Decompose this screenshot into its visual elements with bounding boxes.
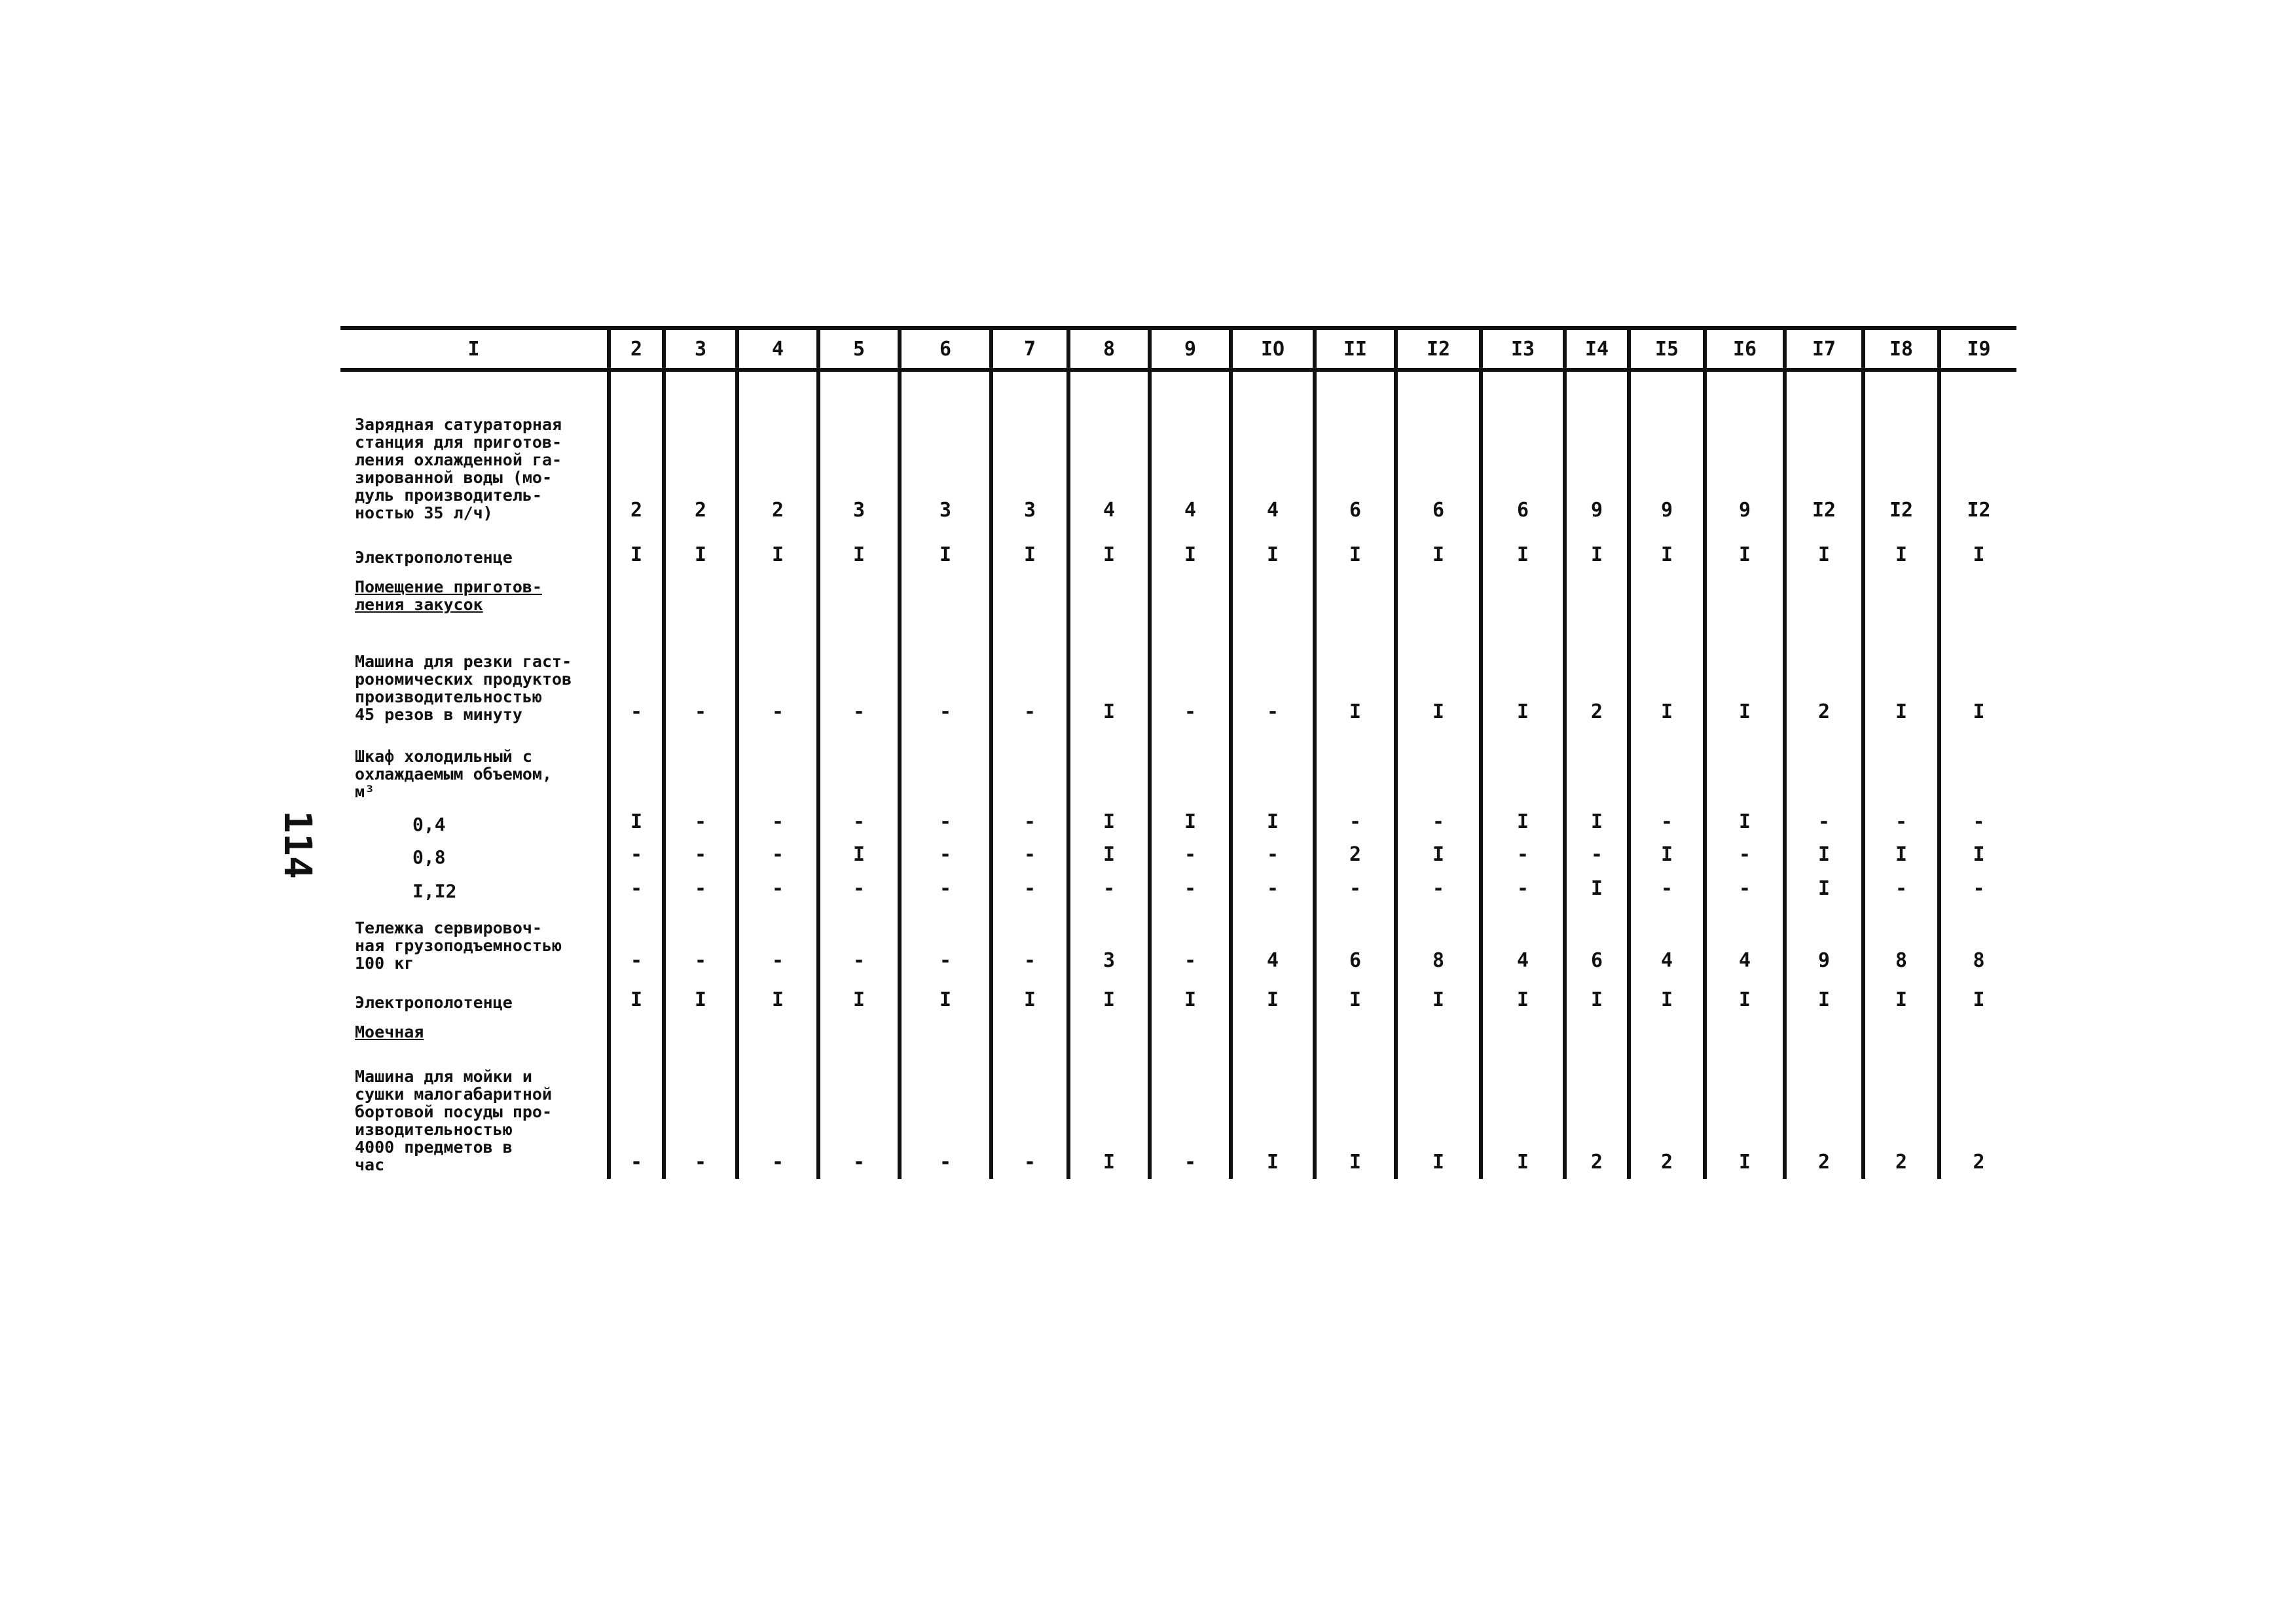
table-row — [340, 630, 2016, 729]
cell-value — [1315, 571, 1396, 630]
cell-value: 6 — [1315, 905, 1396, 977]
cell-value: - — [609, 905, 664, 977]
cell-value — [1863, 571, 1939, 630]
cell-value: - — [1150, 630, 1231, 729]
cell-value: - — [1231, 839, 1315, 871]
cell-value — [1315, 729, 1396, 806]
cell-value: 3 — [818, 370, 900, 527]
cell-value: I — [1939, 630, 2016, 729]
cell-value: - — [1863, 806, 1939, 839]
cell-value — [1068, 571, 1150, 630]
row-label: Машина для мойки и сушки малогабаритной бортовой посуды про- изводительностью 4000 предметов в час — [355, 1067, 553, 1174]
cell-value: - — [737, 905, 818, 977]
cell-value — [1068, 1017, 1150, 1055]
cell-value: 2 — [1785, 630, 1863, 729]
cell-value: - — [1231, 630, 1315, 729]
cell-value: - — [1629, 871, 1705, 905]
cell-value: - — [664, 1055, 737, 1179]
column-header-8: 8 — [1068, 328, 1150, 370]
cell-value: I — [1231, 527, 1315, 571]
cell-value: - — [1396, 871, 1481, 905]
cell-value: I — [1939, 527, 2016, 571]
column-header-7: 7 — [991, 328, 1068, 370]
cell-value: 2 — [609, 370, 664, 527]
cell-value: I — [1396, 527, 1481, 571]
cell-value: 8 — [1396, 905, 1481, 977]
cell-value: I — [1396, 977, 1481, 1017]
cell-value: I — [1785, 871, 1863, 905]
cell-value: I — [1068, 1055, 1150, 1179]
row-label: 0,8 — [412, 846, 446, 868]
cell-value — [818, 1017, 900, 1055]
section-title: Моечная — [355, 1022, 424, 1041]
cell-value: I — [1705, 977, 1785, 1017]
cell-value: I — [1481, 527, 1565, 571]
cell-value — [1629, 729, 1705, 806]
cell-value — [991, 729, 1068, 806]
cell-value: 8 — [1863, 905, 1939, 977]
row-label: Электрополотенце — [355, 993, 513, 1012]
cell-value — [1785, 571, 1863, 630]
row-label: Тележка сервировоч- ная грузоподъемностью 100 кг — [355, 918, 562, 973]
table-row — [340, 806, 2016, 839]
cell-value: - — [1863, 871, 1939, 905]
cell-value: - — [1068, 871, 1150, 905]
cell-value: I2 — [1863, 370, 1939, 527]
cell-value: - — [664, 871, 737, 905]
column-header-4: 4 — [737, 328, 818, 370]
cell-value — [1629, 571, 1705, 630]
cell-value: I — [1785, 977, 1863, 1017]
cell-value: I — [1150, 977, 1231, 1017]
cell-value — [1939, 1017, 2016, 1055]
cell-value — [1150, 571, 1231, 630]
cell-value: I — [1315, 527, 1396, 571]
cell-value: I — [1565, 806, 1629, 839]
cell-value — [1150, 1017, 1231, 1055]
cell-value — [1939, 571, 2016, 630]
cell-value: I — [664, 977, 737, 1017]
cell-value: I — [1231, 806, 1315, 839]
cell-value: - — [991, 871, 1068, 905]
cell-value — [991, 1017, 1068, 1055]
cell-value: 2 — [1629, 1055, 1705, 1179]
cell-value — [609, 571, 664, 630]
cell-value — [609, 1017, 664, 1055]
table-body — [340, 370, 2016, 1179]
cell-value: - — [664, 839, 737, 871]
cell-value — [1315, 1017, 1396, 1055]
cell-value: - — [991, 905, 1068, 977]
cell-value — [1481, 1017, 1565, 1055]
column-header-17: I7 — [1785, 328, 1863, 370]
cell-value: - — [1939, 806, 2016, 839]
cell-value: 6 — [1481, 370, 1565, 527]
cell-value: I — [737, 527, 818, 571]
cell-value: I — [1315, 630, 1396, 729]
cell-value: - — [1150, 839, 1231, 871]
cell-value: I — [1481, 630, 1565, 729]
cell-value — [1785, 729, 1863, 806]
cell-value: I — [1315, 977, 1396, 1017]
cell-value: I — [1231, 977, 1315, 1017]
cell-value: 4 — [1231, 905, 1315, 977]
cell-value: 2 — [1565, 630, 1629, 729]
cell-value: I — [609, 977, 664, 1017]
cell-value: - — [1150, 871, 1231, 905]
column-header-10: IO — [1231, 328, 1315, 370]
cell-value: - — [737, 630, 818, 729]
cell-value: - — [1481, 839, 1565, 871]
cell-value: 6 — [1565, 905, 1629, 977]
cell-value: - — [664, 630, 737, 729]
cell-value: I — [1068, 630, 1150, 729]
cell-value — [1705, 1017, 1785, 1055]
cell-value: - — [1629, 806, 1705, 839]
cell-value: I — [900, 977, 991, 1017]
cell-value: 4 — [1068, 370, 1150, 527]
cell-value: - — [818, 905, 900, 977]
cell-value: - — [991, 806, 1068, 839]
cell-value: 6 — [1396, 370, 1481, 527]
cell-value: - — [900, 806, 991, 839]
cell-value: I — [609, 806, 664, 839]
cell-value: - — [1396, 806, 1481, 839]
cell-value — [1396, 729, 1481, 806]
table-row — [340, 527, 2016, 571]
cell-value: I — [818, 839, 900, 871]
cell-value: I — [900, 527, 991, 571]
cell-value: I — [818, 977, 900, 1017]
cell-value: - — [991, 630, 1068, 729]
cell-value: I — [1785, 527, 1863, 571]
cell-value — [1705, 571, 1785, 630]
row-label: Электрополотенце — [355, 548, 513, 567]
cell-value: I — [1396, 839, 1481, 871]
cell-value: - — [737, 806, 818, 839]
cell-value: 2 — [1785, 1055, 1863, 1179]
cell-value: 3 — [900, 370, 991, 527]
cell-value — [1396, 571, 1481, 630]
cell-value: I — [664, 527, 737, 571]
cell-value: I — [1565, 977, 1629, 1017]
cell-value: 9 — [1705, 370, 1785, 527]
cell-value: I — [1705, 630, 1785, 729]
cell-value: I — [1481, 1055, 1565, 1179]
cell-value: I — [991, 527, 1068, 571]
cell-value — [1939, 729, 2016, 806]
column-header-6: 6 — [900, 328, 991, 370]
cell-value — [1705, 729, 1785, 806]
cell-value: - — [1315, 806, 1396, 839]
cell-value — [1863, 729, 1939, 806]
cell-value: 2 — [1863, 1055, 1939, 1179]
cell-value — [737, 571, 818, 630]
column-header-3: 3 — [664, 328, 737, 370]
cell-value: I — [1705, 1055, 1785, 1179]
cell-value: I — [991, 977, 1068, 1017]
cell-value: I — [1629, 527, 1705, 571]
table-row — [340, 839, 2016, 871]
cell-value: I — [1315, 1055, 1396, 1179]
row-label: I,I2 — [412, 880, 457, 902]
column-header-9: 9 — [1150, 328, 1231, 370]
cell-value: I — [1863, 527, 1939, 571]
row-label: Машина для резки гаст- рономических продуктов производительностью 45 резов в минуту — [355, 652, 572, 724]
group-row — [340, 729, 2016, 806]
cell-value: I — [1481, 806, 1565, 839]
table-row — [340, 905, 2016, 977]
cell-value: I — [1629, 839, 1705, 871]
cell-value: I — [1481, 977, 1565, 1017]
column-header-5: 5 — [818, 328, 900, 370]
cell-value — [737, 1017, 818, 1055]
cell-value: I — [1231, 1055, 1315, 1179]
row-label: Зарядная сатураторная станция для приготов- ления охлажденной га- зированной воды (мо- дуль производитель- ностью 35 л/ч) — [355, 415, 562, 522]
cell-value: I — [1068, 527, 1150, 571]
cell-value: 9 — [1785, 905, 1863, 977]
cell-value: 9 — [1565, 370, 1629, 527]
cell-value: 3 — [991, 370, 1068, 527]
cell-value: - — [900, 630, 991, 729]
cell-value: I — [737, 977, 818, 1017]
cell-value: - — [818, 1055, 900, 1179]
cell-value: I — [1068, 977, 1150, 1017]
cell-value: 9 — [1629, 370, 1705, 527]
row-label: 0,4 — [412, 814, 446, 835]
cell-value — [1068, 729, 1150, 806]
cell-value — [1231, 729, 1315, 806]
cell-value: 4 — [1629, 905, 1705, 977]
cell-value: - — [1565, 839, 1629, 871]
cell-value: I — [1785, 839, 1863, 871]
cell-value: I — [1068, 839, 1150, 871]
row-label: Шкаф холодильный с охлаждаемым объемом, м³ — [355, 747, 553, 801]
cell-value: - — [1150, 905, 1231, 977]
cell-value: - — [609, 871, 664, 905]
column-header-19: I9 — [1939, 328, 2016, 370]
column-header-11: II — [1315, 328, 1396, 370]
cell-value: 3 — [1068, 905, 1150, 977]
cell-value: - — [1939, 871, 2016, 905]
cell-value: - — [737, 839, 818, 871]
cell-value: I — [1939, 839, 2016, 871]
page-number: 114 — [276, 810, 320, 879]
header-row — [340, 328, 2016, 370]
table-row — [340, 977, 2016, 1017]
cell-value: - — [1231, 871, 1315, 905]
cell-value — [818, 729, 900, 806]
cell-value: I — [1396, 630, 1481, 729]
table-row — [340, 370, 2016, 527]
cell-value: I — [1565, 527, 1629, 571]
cell-value: - — [737, 871, 818, 905]
cell-value: I — [1396, 1055, 1481, 1179]
table-header — [340, 328, 2016, 370]
cell-value — [1565, 571, 1629, 630]
cell-value: 2 — [737, 370, 818, 527]
cell-value — [1481, 729, 1565, 806]
cell-value: I — [1863, 977, 1939, 1017]
cell-value: 4 — [1231, 370, 1315, 527]
cell-value: - — [609, 839, 664, 871]
cell-value: - — [1785, 806, 1863, 839]
table-row — [340, 871, 2016, 905]
cell-value: - — [1705, 839, 1785, 871]
cell-value: - — [1481, 871, 1565, 905]
cell-value: 2 — [1939, 1055, 2016, 1179]
cell-value — [1481, 571, 1565, 630]
section-row — [340, 1017, 2016, 1055]
cell-value: - — [1150, 1055, 1231, 1179]
cell-value: 6 — [1315, 370, 1396, 527]
cell-value: - — [609, 630, 664, 729]
cell-value: 2 — [664, 370, 737, 527]
cell-value: 2 — [1565, 1055, 1629, 1179]
cell-value: 4 — [1481, 905, 1565, 977]
cell-value: I — [1629, 630, 1705, 729]
cell-value: I — [609, 527, 664, 571]
cell-value: - — [818, 871, 900, 905]
cell-value: I2 — [1785, 370, 1863, 527]
column-header-18: I8 — [1863, 328, 1939, 370]
cell-value — [1629, 1017, 1705, 1055]
cell-value: - — [737, 1055, 818, 1179]
cell-value: I2 — [1939, 370, 2016, 527]
cell-value — [1565, 729, 1629, 806]
cell-value — [900, 729, 991, 806]
cell-value: - — [818, 630, 900, 729]
column-header-2: 2 — [609, 328, 664, 370]
cell-value: - — [664, 806, 737, 839]
cell-value: - — [900, 905, 991, 977]
cell-value — [1396, 1017, 1481, 1055]
cell-value: - — [1315, 871, 1396, 905]
cell-value: I — [1150, 527, 1231, 571]
cell-value — [664, 729, 737, 806]
section-row — [340, 571, 2016, 630]
cell-value: - — [900, 1055, 991, 1179]
column-header-13: I3 — [1481, 328, 1565, 370]
cell-value: - — [900, 871, 991, 905]
cell-value — [900, 571, 991, 630]
cell-value — [1150, 729, 1231, 806]
cell-value: - — [609, 1055, 664, 1179]
cell-value: 4 — [1150, 370, 1231, 527]
cell-value: 8 — [1939, 905, 2016, 977]
cell-value: I — [1863, 839, 1939, 871]
cell-value — [900, 1017, 991, 1055]
cell-value — [991, 571, 1068, 630]
column-header-16: I6 — [1705, 328, 1785, 370]
section-title: Помещение приготов- ления закусок — [355, 577, 542, 614]
table-row — [340, 1055, 2016, 1179]
column-header-14: I4 — [1565, 328, 1629, 370]
cell-value — [1231, 1017, 1315, 1055]
cell-value — [737, 729, 818, 806]
cell-value: I — [1150, 806, 1231, 839]
cell-value — [818, 571, 900, 630]
cell-value — [664, 1017, 737, 1055]
column-header-15: I5 — [1629, 328, 1705, 370]
cell-value: - — [991, 839, 1068, 871]
cell-value: - — [818, 806, 900, 839]
cell-value: I — [1565, 871, 1629, 905]
cell-value: I — [1705, 806, 1785, 839]
cell-value: 4 — [1705, 905, 1785, 977]
cell-value: - — [991, 1055, 1068, 1179]
cell-value — [609, 729, 664, 806]
cell-value: - — [1705, 871, 1785, 905]
cell-value: - — [900, 839, 991, 871]
column-header-12: I2 — [1396, 328, 1481, 370]
cell-value — [1231, 571, 1315, 630]
equipment-table — [340, 326, 2016, 1179]
cell-value — [1863, 1017, 1939, 1055]
cell-value — [1565, 1017, 1629, 1055]
cell-value: I — [1629, 977, 1705, 1017]
cell-value: I — [818, 527, 900, 571]
cell-value: I — [1705, 527, 1785, 571]
column-header-1: I — [340, 328, 609, 370]
cell-value: - — [664, 905, 737, 977]
cell-value: 2 — [1315, 839, 1396, 871]
cell-value — [1785, 1017, 1863, 1055]
cell-value: I — [1863, 630, 1939, 729]
cell-value — [664, 571, 737, 630]
cell-value: I — [1068, 806, 1150, 839]
cell-value: I — [1939, 977, 2016, 1017]
